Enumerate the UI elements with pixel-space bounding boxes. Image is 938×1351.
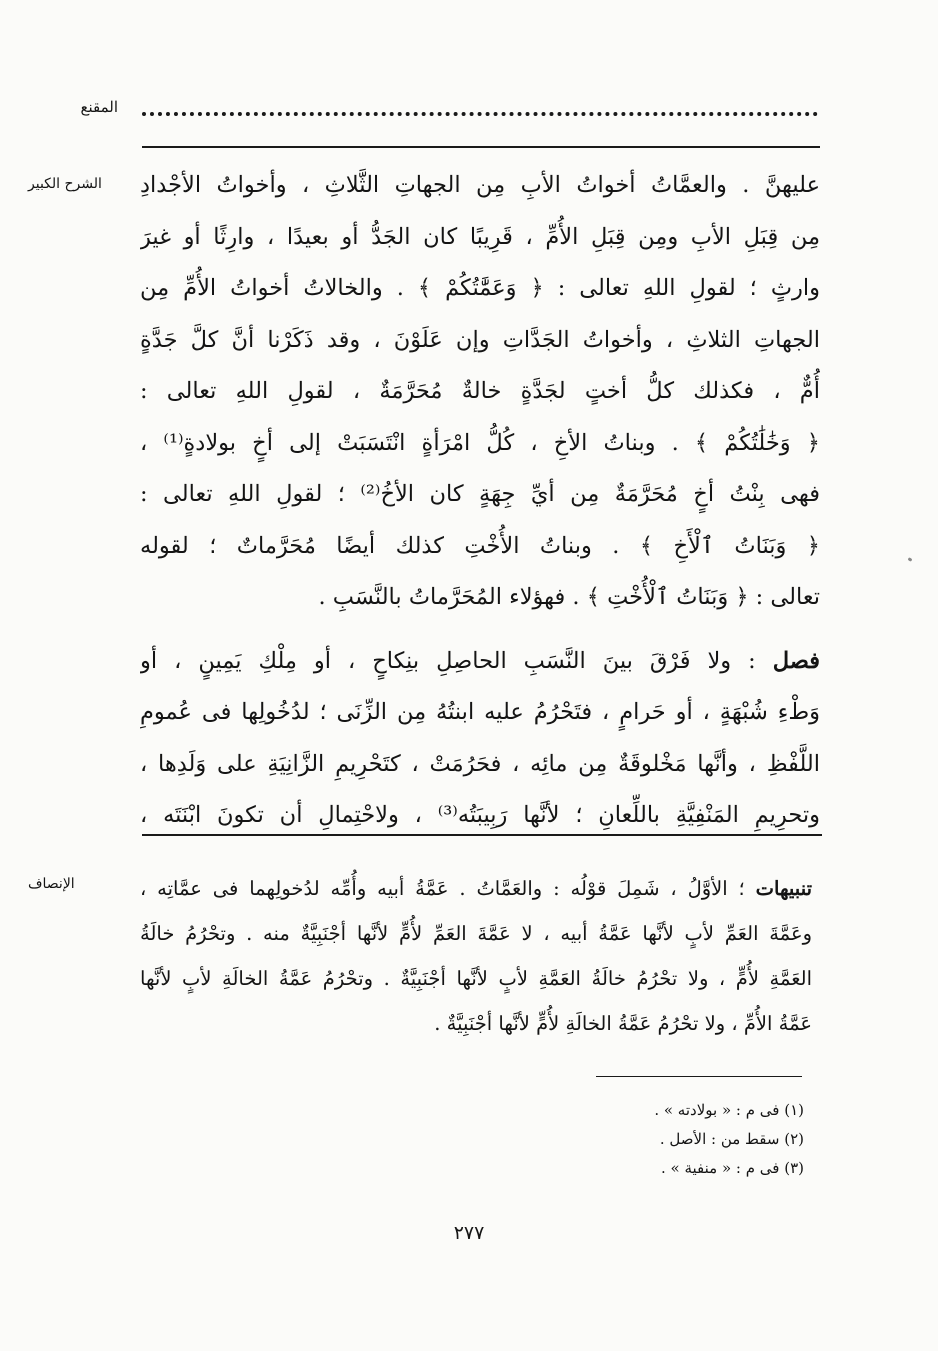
fasl-line-text: : ولا فَرْقَ بينَ النَّسَبِ الحاصِلِ بنِكاحٍ ، أو مِلْكِ يَمِينٍ ، أو xyxy=(140,647,756,674)
header-rule xyxy=(142,146,820,148)
footnote: (١) فى م : « بولادته » . xyxy=(654,1101,804,1119)
insaf-line-text: ؛ الأوَّلُ ، شَمِلَ قوْلُه : والعَمَّاتُ . عَمَّةُ أبيه وأُمِّه لدُخولِهما فى عمَّاتِه ، xyxy=(140,877,745,900)
text-line: ﴿ وَخَٰلَٰتُكُمْ ﴾ . وبناتُ الأخِ ، كُلُّ امْرَأةٍ انْتَسَبَتْ إلى أخٍ بولادةٍ⁽¹⁾ ، xyxy=(140,429,820,456)
insaf-line: عَمَّةُ الأُمِّ ، ولا تحْرُمُ عَمَّةُ الخالَةِ لأُمٍّ لأنَّها أجْنَبِيَّةٌ . xyxy=(434,1012,812,1035)
text-line: أُمٌّ ، فكذلك كلُّ أختٍ لجَدَّةٍ خالةٌ مُحَرَّمَةٌ ، لقولِ اللهِ تعالى : xyxy=(140,378,820,404)
text-line: فهى بِنْتُ أخٍ مُحَرَّمَةٌ مِن أيِّ جِهَةٍ كان الأخُ⁽²⁾ ؛ لقولِ اللهِ تعالى : xyxy=(140,481,820,507)
section-divider xyxy=(142,834,822,836)
footnote: (٢) سقط من : الأصل . xyxy=(659,1130,804,1148)
side-label-sharh: الشرح الكبير xyxy=(28,176,102,192)
text-line: وتحرِيمِ المَنْفِيَّةِ باللِّعانِ ؛ لأنَّها رَبِيبَتُه⁽³⁾ ، ولاحْتِمالِ أن تكونَ ابْنَتَه ، xyxy=(140,802,820,828)
text-line: عليهنَّ . والعمَّاتُ أخواتُ الأبِ مِن الجهاتِ الثَّلاثِ ، وأخواتُ الأجْدادِ xyxy=(140,172,820,198)
running-header-title: المقنع xyxy=(80,98,118,116)
text-line: ﴿ وَبَنَاتُ ٱلْأَخِ ﴾ . وبناتُ الأُخْتِ كذلك أيضًا مُحَرَّماتٌ ؛ لقوله xyxy=(140,532,820,559)
scan-speck xyxy=(908,557,913,562)
main-commentary-text xyxy=(140,160,820,842)
insaf-first-line xyxy=(140,866,812,911)
footnote-rule xyxy=(596,1076,802,1077)
footnotes xyxy=(304,1096,804,1183)
text-line: مِن قِبَلِ الأبِ ومِن قِبَلِ الأُمِّ ، قَرِيبًا كان الجَدُّ أو بعيدًا ، وارِثًا أو غيرَ xyxy=(140,223,820,250)
text-line: وارثٍ ؛ لقولِ اللهِ تعالى : ﴿ وَعَمَّٰتُكُمْ ﴾ . والخالاتُ أخواتُ الأُمِّ مِن xyxy=(140,275,820,301)
text-line: تعالى : ﴿ وَبَنَاتُ ٱلْأُخْتِ ﴾ . فهؤلاء المُحَرَّماتُ بالنَّسَبِ . xyxy=(318,584,820,610)
tanbihat-heading: تنبيهات xyxy=(755,877,812,900)
text-line: وَطْءِ شُبْهَةٍ ، أو حَرامٍ ، فتَحْرُمُ عليه ابنتُهُ مِن الزِّنَى ؛ لدُخُولِها فى عُمومِ xyxy=(140,699,820,725)
fasl-line xyxy=(140,636,820,688)
insaf-text xyxy=(140,866,812,1046)
insaf-line: العَمَّةِ لأُمٍّ ، ولا تحْرُمُ خالَةُ العَمَّةِ لأبٍ لأنَّها أجْنَبِيَّةٌ . وتحْرُمُ عَمَّةُ الخالَةِ لأبٍ لأنَّها xyxy=(140,967,812,990)
side-label-insaf: الإنصاف xyxy=(28,876,75,892)
page-number: ٢٧٧ xyxy=(453,1222,485,1244)
header-dotted-rule xyxy=(142,112,818,116)
text-line: الجهاتِ الثلاثِ ، وأخواتُ الجَدَّاتِ وإن عَلَوْنَ ، وقد ذَكَرْنا أنَّ كلَّ جَدَّةٍ xyxy=(140,326,820,353)
fasl-heading: فصل xyxy=(772,647,820,674)
insaf-line: وعَمَّةَ العَمِّ لأبٍ لأنَّها عَمَّةُ أبيه ، لا عَمَّةَ العَمِّ لأُمٍّ لأنَّها أجْنَبِيَّةٌ منه . وتحْرُمُ خالَةُ xyxy=(140,922,812,945)
footnote: (٣) فى م : « منفية » . xyxy=(660,1159,804,1177)
text-line: اللَّفْظِ ، وأنَّها مَخْلوقَةٌ مِن مائِه ، فحَرُمَتْ ، كتَحْرِيمِ الزَّانِيَةِ على وَلَدِها ، xyxy=(140,750,820,777)
